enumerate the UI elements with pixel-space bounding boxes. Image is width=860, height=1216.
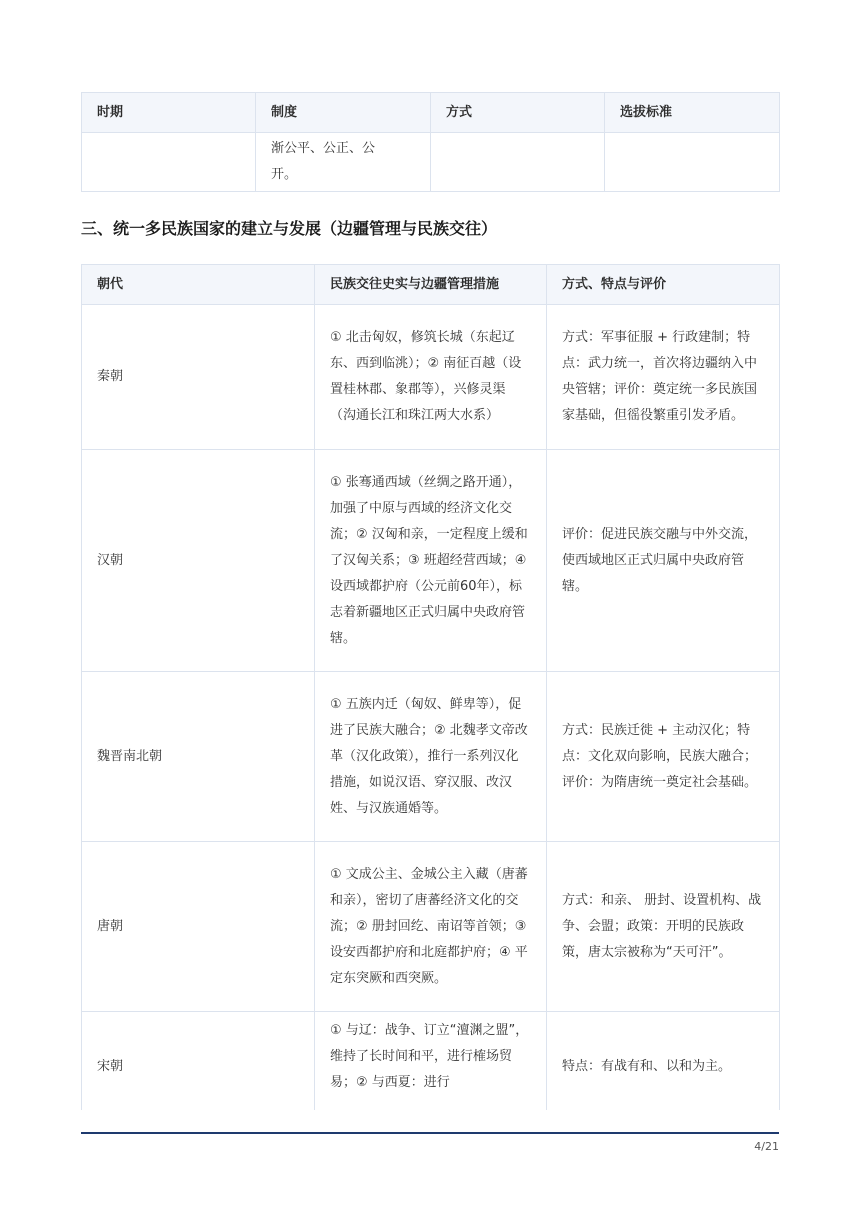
- dynasty-cell: 汉朝: [82, 450, 315, 672]
- evaluation-cell: 方式：军事征服 + 行政建制；特点：武力统一，首次将边疆纳入中央管辖；评价：奠定统一多民族国家基础，但徭役繁重引发矛盾。: [547, 305, 780, 450]
- table-cell: [605, 133, 780, 192]
- table-row: [82, 133, 780, 192]
- section-title: 三、统一多民族国家的建立与发展（边疆管理与民族交往）: [81, 219, 498, 238]
- table-header-row: [82, 265, 780, 305]
- table-row: [82, 672, 780, 842]
- dynasty-table: [81, 264, 780, 1110]
- evaluation-cell: 方式：民族迁徙 + 主动汉化；特点：文化双向影响，民族大融合；评价：为隋唐统一奠定社会基础。: [547, 672, 780, 842]
- column-header: 选拔标准: [605, 93, 780, 133]
- table-header-row: [82, 93, 780, 133]
- table-row: [82, 450, 780, 672]
- column-header: 朝代: [82, 265, 315, 305]
- table-row: [82, 305, 780, 450]
- dynasty-cell: 秦朝: [82, 305, 315, 450]
- page-number: 4/21: [754, 1140, 779, 1153]
- evaluation-cell: 评价：促进民族交融与中外交流，使西域地区正式归属中央政府管辖。: [547, 450, 780, 672]
- column-header: 方式、特点与评价: [547, 265, 780, 305]
- dynasty-cell: 魏晋南北朝: [82, 672, 315, 842]
- column-header: 时期: [82, 93, 256, 133]
- dynasty-cell: 唐朝: [82, 842, 315, 1012]
- facts-cell: ① 张骞通西域（丝绸之路开通），加强了中原与西域的经济文化交流；② 汉匈和亲，一定程度上缓和了汉匈关系；③ 班超经营西域；④ 设西域都护府（公元前60年），标志着新疆地区正式归属中央政府管辖。: [315, 450, 547, 672]
- facts-cell: ① 文成公主、金城公主入藏（唐蕃和亲），密切了唐蕃经济文化的交流；② 册封回纥、南诏等首领；③ 设安西都护府和北庭都护府；④ 平定东突厥和西突厥。: [315, 842, 547, 1012]
- facts-cell: ① 五族内迁（匈奴、鲜卑等），促进了民族大融合；② 北魏孝文帝改革（汉化政策），推行一系列汉化措施，如说汉语、穿汉服、改汉姓、与汉族通婚等。: [315, 672, 547, 842]
- facts-cell: ① 北击匈奴，修筑长城（东起辽东、西到临洮）；② 南征百越（设置桂林郡、象郡等），兴修灵渠（沟通长江和珠江两大水系）: [315, 305, 547, 450]
- column-header: 制度: [256, 93, 431, 133]
- footer-divider: [81, 1132, 779, 1134]
- column-header: 方式: [431, 93, 605, 133]
- table-row: [82, 842, 780, 1012]
- column-header: 民族交往史实与边疆管理措施: [315, 265, 547, 305]
- dynasty-cell: 宋朝: [82, 1012, 315, 1111]
- table-row: [82, 1012, 780, 1111]
- table-cell: [82, 133, 256, 192]
- facts-cell: ① 与辽：战争、订立“澶渊之盟”，维持了长时间和平，进行榷场贸易；② 与西夏：进行: [315, 1012, 547, 1111]
- evaluation-cell: 特点：有战有和、以和为主。: [547, 1012, 780, 1111]
- cell-text: 渐公平、公正、公开。: [271, 141, 376, 182]
- table-cell: [431, 133, 605, 192]
- exam-system-table: [81, 92, 780, 192]
- table-cell: [256, 133, 431, 192]
- evaluation-cell: 方式：和亲、 册封、设置机构、战争、会盟；政策：开明的民族政策，唐太宗被称为“天可汗”。: [547, 842, 780, 1012]
